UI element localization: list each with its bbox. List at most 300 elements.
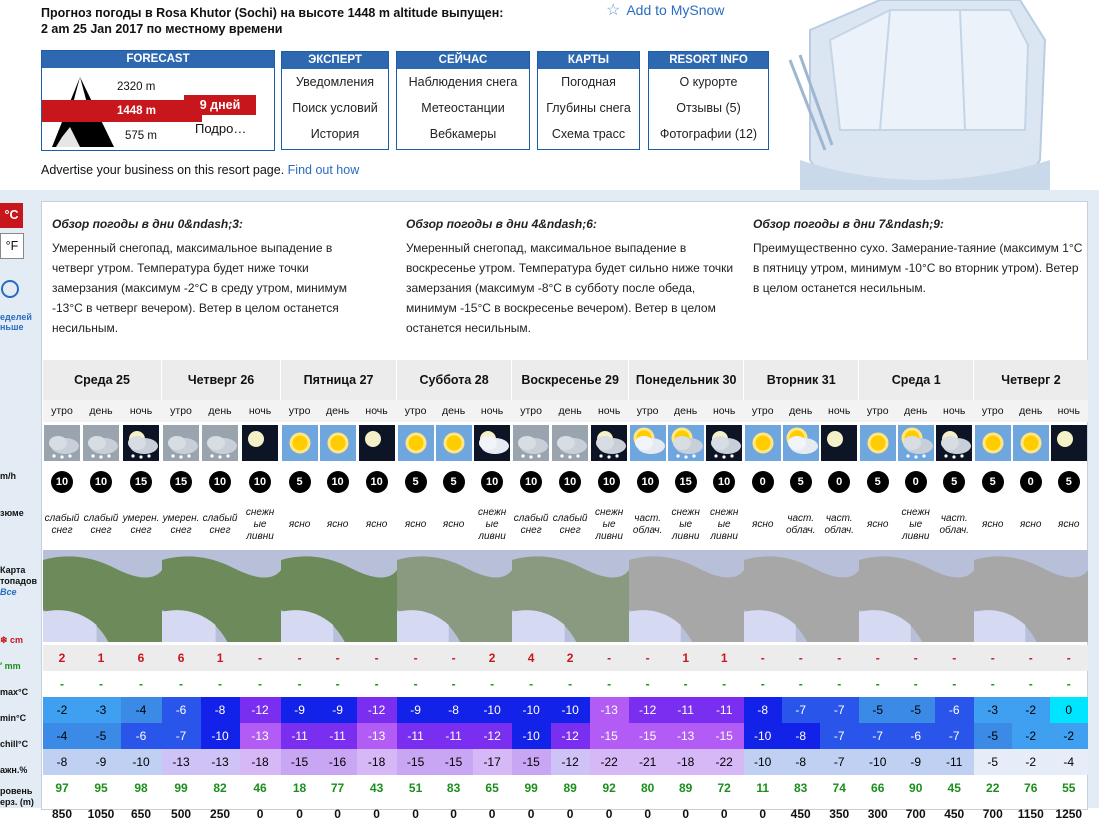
max-temp-value: -12 xyxy=(240,697,281,723)
freezing-level-value: 0 xyxy=(450,807,457,821)
wind-chill-value: -22 xyxy=(705,749,744,775)
header xyxy=(0,0,1099,190)
period-label: утро xyxy=(281,400,319,422)
wind-chill-value: -4 xyxy=(1050,749,1088,775)
rain-value: - xyxy=(913,677,918,691)
rain-value: - xyxy=(490,677,495,691)
period-label: утро xyxy=(43,400,82,422)
chill-label: chill°C xyxy=(0,739,29,749)
min-temp-value: -8 xyxy=(782,723,820,749)
snow-value: - xyxy=(281,645,319,671)
snow-value: - xyxy=(820,645,859,671)
nav-stations-link[interactable]: Метеостанции xyxy=(421,101,505,115)
precip-map-thumbnail[interactable] xyxy=(974,550,1088,645)
snow-value: - xyxy=(357,645,397,671)
rain-row xyxy=(43,671,1088,697)
wind-arrow-icon: 10 xyxy=(713,471,735,493)
min-temp-value: -15 xyxy=(705,723,744,749)
nav-reviews-link[interactable]: Отзывы (5) xyxy=(676,101,741,115)
min-temp-value: -12 xyxy=(473,723,512,749)
wind-arrow-icon: 15 xyxy=(675,471,697,493)
wind-arrow-icon: 0 xyxy=(752,471,774,493)
weather-summary: снежн ые ливни xyxy=(245,507,275,542)
day-header[interactable]: Понедельник 30 xyxy=(629,360,744,400)
freezing-level-value: 450 xyxy=(790,807,811,821)
nav-resort-heading: RESORT INFO xyxy=(649,52,768,69)
wind-cell xyxy=(667,464,705,500)
weather-icon-cell xyxy=(667,422,705,464)
cloud-snow-icon xyxy=(83,425,119,461)
wind-arrow-icon: 15 xyxy=(170,471,192,493)
day-header[interactable]: Пятница 27 xyxy=(281,360,397,400)
freezing-level-value: 850 xyxy=(51,807,73,821)
snow-value: 1 xyxy=(82,645,121,671)
wind-chill-value: -9 xyxy=(82,749,121,775)
moon-cloud-snow-icon xyxy=(123,425,159,461)
weather-summary: част. облач. xyxy=(785,513,816,536)
wind-arrow-icon: 10 xyxy=(90,471,112,493)
wind-cell xyxy=(201,464,240,500)
snow-value: 2 xyxy=(473,645,512,671)
wind-arrow-icon: 10 xyxy=(209,471,231,493)
nav-alerts-link[interactable]: Уведомления xyxy=(295,75,375,89)
snow-value: 1 xyxy=(201,645,240,671)
sun-icon xyxy=(398,425,434,461)
wind-cell xyxy=(705,464,744,500)
fahrenheit-toggle[interactable]: °F xyxy=(0,233,24,259)
map-label xyxy=(0,565,37,598)
sun-icon xyxy=(282,425,318,461)
snow-value: - xyxy=(397,645,435,671)
min-temp-value: -10 xyxy=(512,723,551,749)
humidity-value: 77 xyxy=(330,781,345,795)
weather-summary: снежн ые ливни xyxy=(594,507,624,542)
wind-cell xyxy=(1012,464,1050,500)
snow-value: 4 xyxy=(512,645,551,671)
rain-value: - xyxy=(798,677,803,691)
max-temp-value: -8 xyxy=(744,697,782,723)
rain-value: - xyxy=(335,677,340,691)
wind-cell xyxy=(820,464,859,500)
nav-piste-map-link[interactable]: Схема трасс xyxy=(551,127,626,141)
period-label: утро xyxy=(859,400,897,422)
title-line-1: Прогноз погоды в Rosa Khutor (Sochi) на высоте 1448 m altitude выпущен: xyxy=(41,6,504,20)
precip-map-image xyxy=(629,550,744,642)
max-temp-value: -13 xyxy=(590,697,629,723)
precip-map-thumbnail[interactable] xyxy=(162,550,281,645)
precip-map-image xyxy=(859,550,974,642)
wind-cell xyxy=(43,464,82,500)
weather-summary: ясно xyxy=(442,519,465,530)
find-out-how-link[interactable]: Find out how xyxy=(287,163,360,177)
weather-icon-cell xyxy=(121,422,162,464)
summary-text: Умеренный снегопад, максимальное выпадение в четверг утром. Температура будет ниже точки замерзания (максимум -2°C в среду утром, минимум -13°C в четверг вечером). Ветер в целом останется несильным. xyxy=(52,241,347,335)
snow-value: - xyxy=(590,645,629,671)
rain-value: - xyxy=(218,677,223,691)
wind-cell xyxy=(744,464,782,500)
wind-arrow-icon: 10 xyxy=(559,471,581,493)
humidity-value: 45 xyxy=(947,781,961,795)
min-temp-row xyxy=(43,723,1088,749)
title-line-2: 2 am 25 Jan 2017 по местному времени xyxy=(41,22,283,36)
wind-arrow-icon: 5 xyxy=(405,471,427,493)
add-mysnow-link[interactable] xyxy=(606,0,724,20)
humidity-value: 89 xyxy=(678,781,693,795)
period-label: утро xyxy=(974,400,1012,422)
max-temp-value: -5 xyxy=(859,697,897,723)
wind-chill-value: -15 xyxy=(435,749,473,775)
rain-value: - xyxy=(837,677,842,691)
nav-webcams-link[interactable]: Вебкамеры xyxy=(429,127,497,141)
max-temp-value: -9 xyxy=(281,697,319,723)
precip-map-thumbnail[interactable] xyxy=(43,550,162,645)
clock-icon[interactable] xyxy=(1,280,19,298)
wind-cell xyxy=(473,464,512,500)
wind-cell xyxy=(629,464,667,500)
mountain-icon xyxy=(52,77,114,147)
nav-now xyxy=(396,51,530,150)
wind-arrow-icon: 15 xyxy=(130,471,152,493)
freezing-level-value: 650 xyxy=(131,807,152,821)
wind-arrow-icon: 10 xyxy=(637,471,659,493)
min-temp-value: -13 xyxy=(667,723,705,749)
rain-value: - xyxy=(760,677,765,691)
freezing-level-value: 0 xyxy=(759,807,767,821)
max-temp-value: -5 xyxy=(897,697,935,723)
weather-summary: слабый снег xyxy=(83,513,119,536)
rain-value: - xyxy=(683,677,688,691)
day-header[interactable]: Среда 25 xyxy=(43,360,162,400)
day-header[interactable]: Суббота 28 xyxy=(397,360,512,400)
day-header[interactable]: Среда 1 xyxy=(859,360,974,400)
freezing-level-value: 0 xyxy=(566,807,574,821)
min-temp-value: -7 xyxy=(820,723,859,749)
weather-icon-cell xyxy=(935,422,974,464)
snow-value: - xyxy=(782,645,820,671)
cloud-snow-icon xyxy=(202,425,238,461)
nav-snow-depth-link[interactable]: Глубины снега xyxy=(546,101,631,115)
wind-cell xyxy=(435,464,473,500)
period-label: ночь xyxy=(357,400,397,422)
freezing-level-value: 300 xyxy=(867,807,888,821)
wind-chill-value: -11 xyxy=(935,749,974,775)
wind-chill-value: -18 xyxy=(240,749,281,775)
wind-cell xyxy=(935,464,974,500)
moon-icon xyxy=(359,425,395,461)
humidity-value: 92 xyxy=(602,781,616,795)
summary-title: Обзор погоды в дни 0&ndash;3: xyxy=(52,217,243,231)
summary-days-7-9 xyxy=(753,214,1083,298)
humidity-value: 98 xyxy=(134,781,148,795)
summary-row xyxy=(43,500,1088,550)
nav-about-link[interactable]: О курорте xyxy=(679,75,738,89)
freezing-level-value: 500 xyxy=(171,807,192,821)
max-temp-value: -3 xyxy=(82,697,121,723)
freezing-label-1: ровень xyxy=(0,786,33,796)
time-range-link[interactable] xyxy=(0,312,32,332)
freezing-label xyxy=(0,786,34,808)
snow-value: - xyxy=(240,645,281,671)
min-temp-value: -11 xyxy=(319,723,357,749)
rain-value: - xyxy=(451,677,456,691)
sun-icon xyxy=(745,425,781,461)
precip-map-image xyxy=(512,550,629,642)
cloud-snow-icon xyxy=(44,425,80,461)
wind-arrow-icon: 5 xyxy=(867,471,889,493)
period-label: утро xyxy=(629,400,667,422)
moon-icon xyxy=(821,425,857,461)
day-header[interactable]: Вторник 31 xyxy=(744,360,859,400)
weather-icon-cell xyxy=(240,422,281,464)
max-temp-value: -10 xyxy=(512,697,551,723)
wind-cell xyxy=(397,464,435,500)
rain-value: - xyxy=(722,677,727,691)
precip-map-image xyxy=(281,550,397,642)
nav-history-link[interactable]: История xyxy=(310,127,360,141)
precip-map-thumbnail[interactable] xyxy=(629,550,744,645)
humidity-value: 72 xyxy=(717,781,731,795)
weather-icon-cell xyxy=(551,422,590,464)
min-temp-value: -6 xyxy=(897,723,935,749)
summary-text: Преимущественно сухо. Замерание-таяние (максимум 1°C в пятницу утром, минимум -10°C во вторник утром). Ветер в целом останется несильным. xyxy=(753,241,1083,295)
freezing-level-value: 0 xyxy=(412,807,419,821)
wind-arrow-icon: 10 xyxy=(366,471,388,493)
wind-arrow-icon: 10 xyxy=(51,471,73,493)
weather-icon-cell xyxy=(897,422,935,464)
max-temp-value: -8 xyxy=(201,697,240,723)
nav-weather-map-link[interactable]: Погодная xyxy=(561,75,616,89)
star-icon: ☆ xyxy=(606,2,621,19)
top-altitude[interactable]: 2320 m xyxy=(117,81,156,93)
freezing-level-value: 0 xyxy=(644,807,651,821)
max-temp-value: -12 xyxy=(357,697,397,723)
humidity-value: 18 xyxy=(292,781,307,795)
freezing-level-value: 0 xyxy=(373,807,380,821)
weather-summary: слабый снег xyxy=(513,513,549,536)
wind-chill-value: -7 xyxy=(820,749,859,775)
wind-cell xyxy=(240,464,281,500)
snow-label-text: cm xyxy=(10,635,24,645)
weather-icon-cell xyxy=(512,422,551,464)
wind-chill-value: -13 xyxy=(162,749,201,775)
wind-cell xyxy=(782,464,820,500)
period-label: ночь xyxy=(705,400,744,422)
sun-cloud-snow-icon xyxy=(668,425,704,461)
wind-chill-value: -15 xyxy=(512,749,551,775)
snow-value: - xyxy=(935,645,974,671)
wind-chill-value: -10 xyxy=(744,749,782,775)
snow-row xyxy=(43,645,1088,671)
nine-days-button[interactable]: 9 дней xyxy=(184,95,256,115)
freezing-level-value: 1250 xyxy=(1055,807,1083,821)
humidity-value: 11 xyxy=(756,781,770,795)
wind-arrow-icon: 5 xyxy=(289,471,311,493)
celsius-toggle[interactable]: °C xyxy=(0,203,23,228)
weather-summary: ясно xyxy=(1058,519,1080,530)
summary-title: Обзор погоды в дни 4&ndash;6: xyxy=(406,217,597,231)
weather-icon-cell xyxy=(397,422,435,464)
snow-label: ❄ cm xyxy=(0,635,24,645)
humidity-value: 51 xyxy=(408,781,423,795)
max-temp-value: -2 xyxy=(1012,697,1050,723)
rain-value: - xyxy=(297,677,302,691)
wind-chill-value: -22 xyxy=(590,749,629,775)
max-temp-value: -7 xyxy=(820,697,859,723)
wind-cell xyxy=(162,464,201,500)
sun-icon xyxy=(436,425,472,461)
nav-maps xyxy=(537,51,640,150)
freezing-level-value: 450 xyxy=(944,807,965,821)
max-temp-value: -9 xyxy=(319,697,357,723)
precip-map-image xyxy=(43,550,162,642)
weather-summary: снежн ые ливни xyxy=(477,507,507,542)
rain-value: - xyxy=(99,677,103,691)
min-temp-value: -5 xyxy=(82,723,121,749)
nav-expert-heading: ЭКСПЕРТ xyxy=(282,52,388,69)
weather-summary: ясно xyxy=(751,519,774,530)
moon-cloud-snow-icon xyxy=(706,425,742,461)
freezing-level-value: 350 xyxy=(829,807,850,821)
precip-map-thumbnail[interactable] xyxy=(744,550,859,645)
day-header[interactable]: Воскресенье 29 xyxy=(512,360,629,400)
humidity-row xyxy=(43,775,1088,801)
wind-chill-value: -21 xyxy=(629,749,667,775)
period-label: день xyxy=(782,400,820,422)
moon-cloud-snow-icon xyxy=(936,425,972,461)
day-header[interactable]: Четверг 26 xyxy=(162,360,281,400)
period-label: утро xyxy=(512,400,551,422)
humidity-value: 43 xyxy=(369,781,384,795)
period-label: ночь xyxy=(820,400,859,422)
precip-map-thumbnail[interactable] xyxy=(512,550,629,645)
freezing-level-value: 1050 xyxy=(87,807,115,821)
bottom-altitude[interactable]: 575 m xyxy=(125,130,157,142)
weather-summary: ясно xyxy=(867,519,889,530)
freezing-level-value: 0 xyxy=(682,807,689,821)
snow-value: - xyxy=(629,645,667,671)
rain-label-text: mm xyxy=(4,661,21,671)
precip-map-image xyxy=(397,550,512,642)
wind-chill-value: -18 xyxy=(667,749,705,775)
weather-icon-cell xyxy=(82,422,121,464)
moon-icon xyxy=(242,425,278,461)
snow-value: - xyxy=(319,645,357,671)
snow-value: 2 xyxy=(43,645,82,671)
snow-value: - xyxy=(435,645,473,671)
period-label: день xyxy=(201,400,240,422)
rain-value: - xyxy=(645,677,650,691)
rain-value: - xyxy=(374,677,379,691)
nav-search-link[interactable]: Поиск условий xyxy=(292,101,378,115)
nav-snow-obs-link[interactable]: Наблюдения снега xyxy=(408,75,518,89)
cloud-snow-icon xyxy=(552,425,588,461)
weather-summary: снежн ые ливни xyxy=(710,507,739,542)
precip-map-thumbnail[interactable] xyxy=(281,550,397,645)
humidity-value: 74 xyxy=(832,781,846,795)
rain-value: - xyxy=(1028,677,1033,691)
wind-cell xyxy=(82,464,121,500)
max-temp-value: 0 xyxy=(1050,697,1088,723)
wind-chill-value: -15 xyxy=(281,749,319,775)
freezing-level-value: 0 xyxy=(720,807,728,821)
weather-summary: ясно xyxy=(1020,519,1042,530)
wind-arrow-icon: 10 xyxy=(481,471,503,493)
day-header[interactable]: Четверг 2 xyxy=(974,360,1088,400)
moon-cloud-snow-icon xyxy=(591,425,627,461)
weather-summary: част. облач. xyxy=(939,513,969,536)
nav-photos-link[interactable]: Фотографии (12) xyxy=(659,127,758,141)
freezing-level-value: 0 xyxy=(334,807,341,821)
map-all-link[interactable]: Все xyxy=(0,587,17,597)
page-title xyxy=(41,5,503,37)
wind-chill-value: -12 xyxy=(551,749,590,775)
day-header-row xyxy=(43,360,1088,400)
cloud-snow-icon xyxy=(163,425,199,461)
nav-maps-heading: КАРТЫ xyxy=(538,52,639,69)
period-label: ночь xyxy=(935,400,974,422)
min-temp-value: -12 xyxy=(551,723,590,749)
snow-value: - xyxy=(974,645,1012,671)
details-link[interactable]: Подро… xyxy=(195,121,247,136)
period-label: ночь xyxy=(240,400,281,422)
wind-cell xyxy=(512,464,551,500)
weather-icon-cell xyxy=(1050,422,1088,464)
weather-icon-cell xyxy=(43,422,82,464)
humidity-value: 89 xyxy=(563,781,577,795)
wind-arrow-icon: 5 xyxy=(982,471,1004,493)
precip-map-image xyxy=(162,550,281,642)
map-row xyxy=(43,550,1088,645)
humidity-value: 90 xyxy=(909,781,923,795)
mid-altitude[interactable]: 1448 m xyxy=(117,105,157,117)
summary-text: Умеренный снегопад, максимальное выпадение в воскресенье утром. Температура будет сильно ниже точки замерзания (максимум -8°C в субботу после обеда, минимум -15°C в воскресенье вечером). Ветер в целом останется несильным. xyxy=(406,241,734,335)
wind-arrow-icon: 0 xyxy=(1020,471,1042,493)
period-label: ночь xyxy=(121,400,162,422)
wind-chill-value: -17 xyxy=(473,749,512,775)
rain-value: - xyxy=(529,677,534,691)
snow-value: - xyxy=(744,645,782,671)
wind-arrow-icon: 10 xyxy=(327,471,349,493)
weather-summary: ясно xyxy=(982,519,1004,530)
precip-map-thumbnail[interactable] xyxy=(397,550,512,645)
rain-value: - xyxy=(413,677,418,691)
min-temp-value: -11 xyxy=(397,723,435,749)
weather-icon-cell xyxy=(974,422,1012,464)
wind-arrow-icon: 0 xyxy=(905,471,927,493)
wind-cell xyxy=(281,464,319,500)
weather-summary: снежн ые ливни xyxy=(901,507,930,542)
snow-value: 1 xyxy=(667,645,705,671)
humidity-value: 80 xyxy=(640,781,655,795)
min-temp-value: -11 xyxy=(281,723,319,749)
wind-arrow-icon: 5 xyxy=(790,471,812,493)
freezing-level-value: 0 xyxy=(296,807,303,821)
min-temp-value: -7 xyxy=(859,723,897,749)
humidity-value: 65 xyxy=(485,781,499,795)
humidity-value: 82 xyxy=(213,781,227,795)
min-temp-value: -2 xyxy=(1050,723,1088,749)
wind-chill-value: -15 xyxy=(397,749,435,775)
weather-icon-cell xyxy=(859,422,897,464)
max-temp-value: -10 xyxy=(473,697,512,723)
snow-value: 6 xyxy=(121,645,162,671)
snow-value: 6 xyxy=(162,645,201,671)
min-temp-value: -7 xyxy=(162,723,201,749)
precip-map-thumbnail[interactable] xyxy=(859,550,974,645)
min-temp-value: -6 xyxy=(121,723,162,749)
precip-map-image xyxy=(744,550,859,642)
rain-value: - xyxy=(179,677,184,691)
